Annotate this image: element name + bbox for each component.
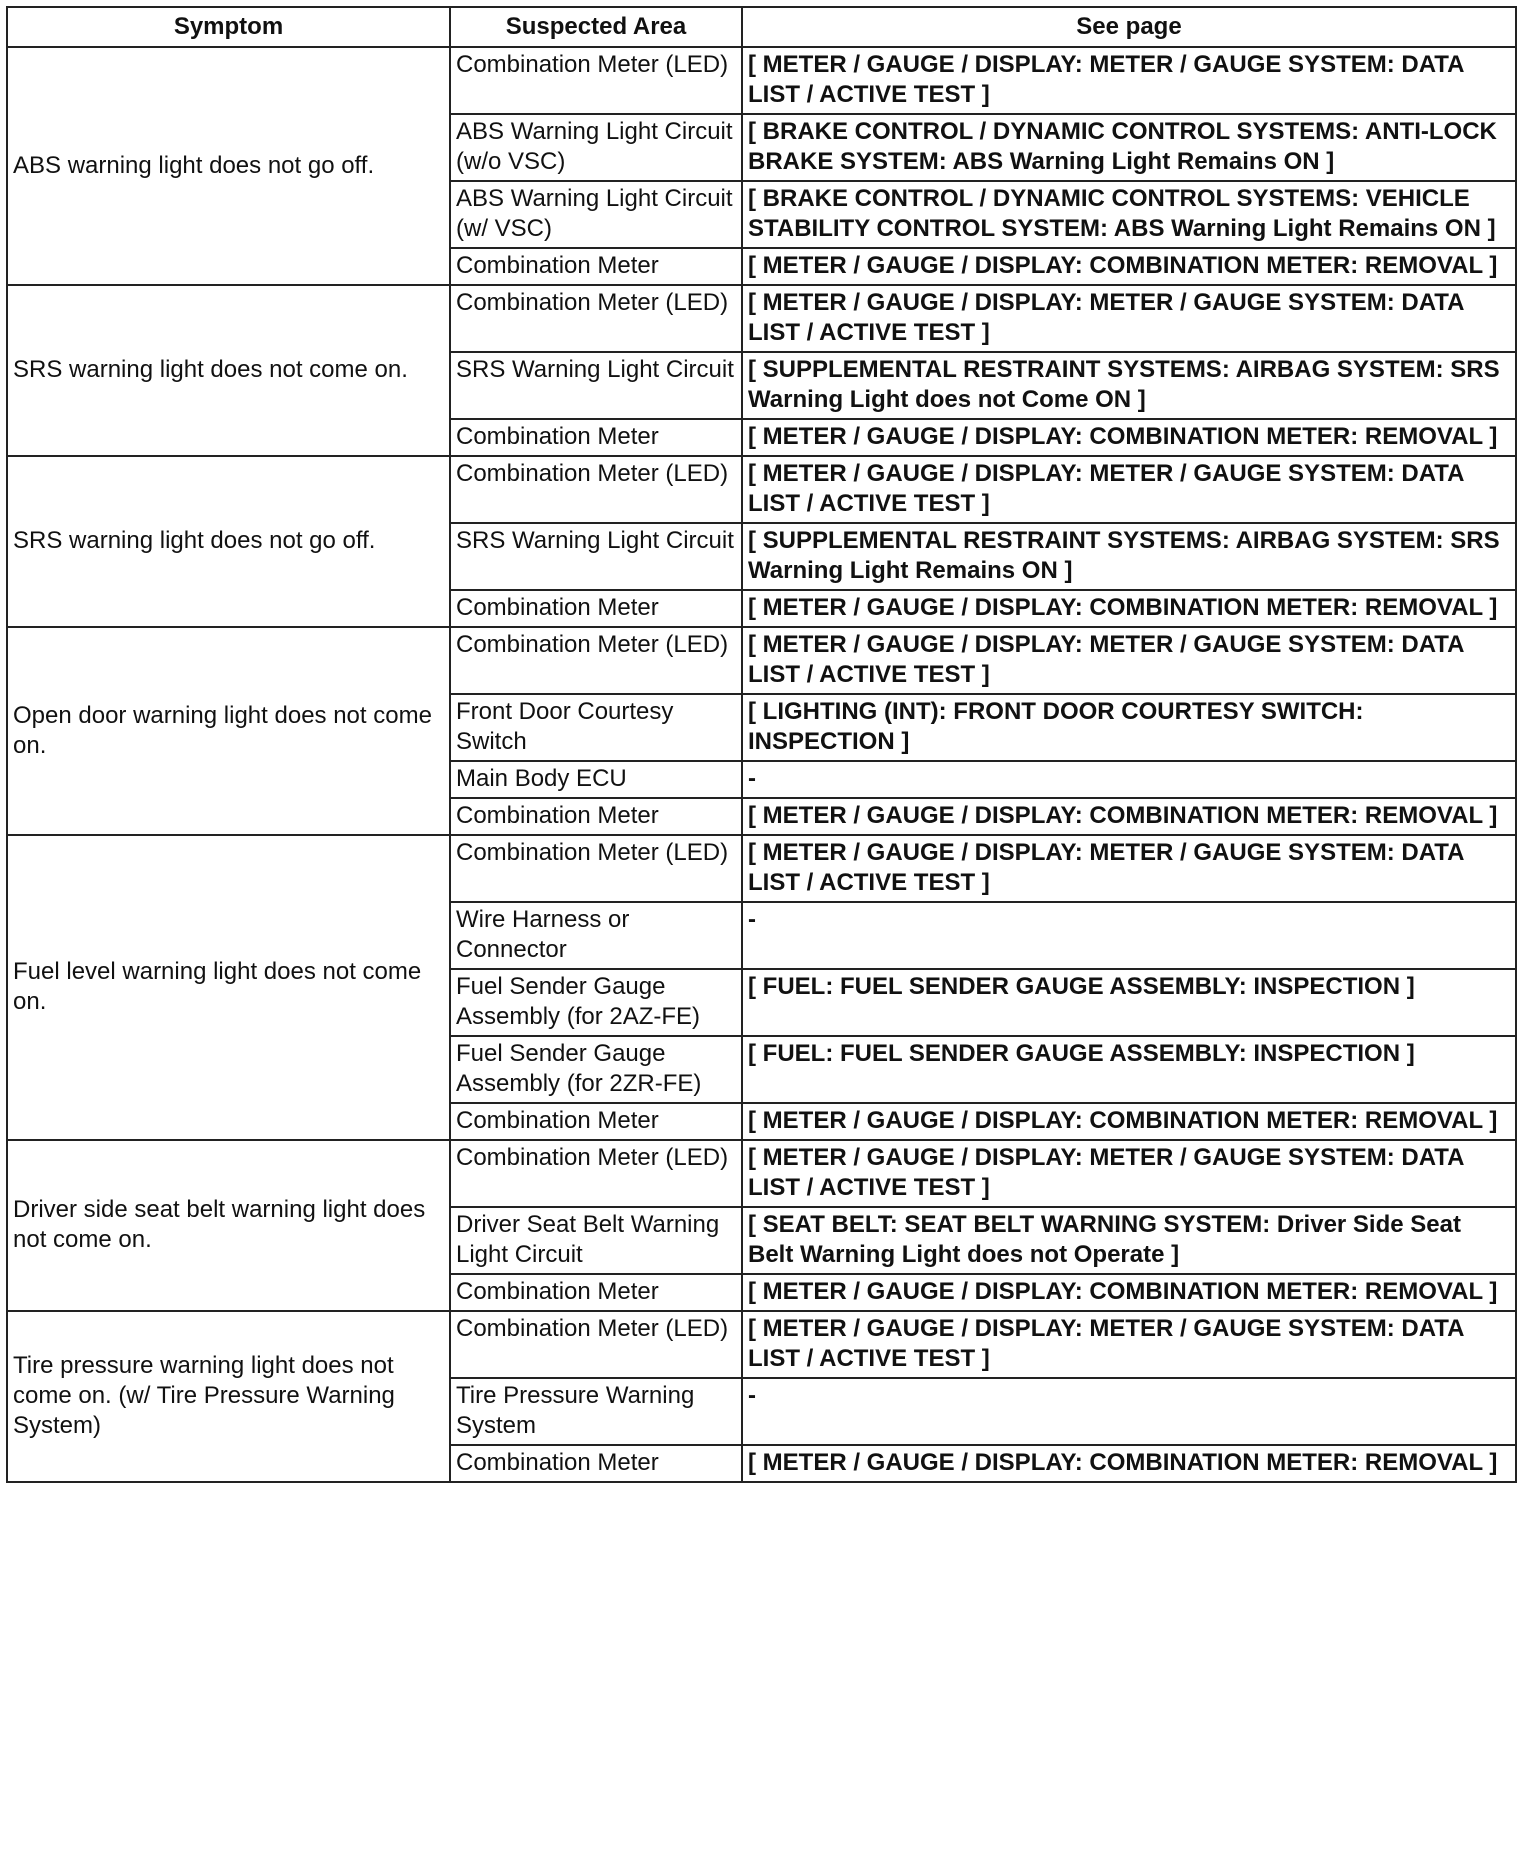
see-page-reference[interactable]: [ METER / GAUGE / DISPLAY: COMBINATION METER: REMOVAL ]: [742, 1445, 1516, 1482]
table-row: [7, 1311, 1516, 1378]
see-page-reference[interactable]: [ METER / GAUGE / DISPLAY: METER / GAUGE SYSTEM: DATA LIST / ACTIVE TEST ]: [742, 456, 1516, 523]
table-row: [7, 285, 1516, 352]
suspected-area-cell: Driver Seat Belt Warning Light Circuit: [450, 1207, 742, 1274]
suspected-area-cell: SRS Warning Light Circuit: [450, 352, 742, 419]
see-page-reference[interactable]: [ METER / GAUGE / DISPLAY: COMBINATION METER: REMOVAL ]: [742, 1103, 1516, 1140]
see-page-reference[interactable]: [ FUEL: FUEL SENDER GAUGE ASSEMBLY: INSPECTION ]: [742, 969, 1516, 1036]
symptom-cell: Tire pressure warning light does not come on. (w/ Tire Pressure Warning System): [7, 1311, 450, 1482]
suspected-area-cell: Tire Pressure Warning System: [450, 1378, 742, 1445]
suspected-area-cell: SRS Warning Light Circuit: [450, 523, 742, 590]
see-page-reference[interactable]: [ METER / GAUGE / DISPLAY: COMBINATION METER: REMOVAL ]: [742, 248, 1516, 285]
see-page-reference[interactable]: -: [742, 902, 1516, 969]
symptom-cell: Driver side seat belt warning light does not come on.: [7, 1140, 450, 1311]
suspected-area-cell: Combination Meter: [450, 419, 742, 456]
see-page-reference[interactable]: [ METER / GAUGE / DISPLAY: METER / GAUGE SYSTEM: DATA LIST / ACTIVE TEST ]: [742, 285, 1516, 352]
table-header: [7, 7, 1516, 47]
symptom-cell: SRS warning light does not go off.: [7, 456, 450, 627]
table-row: [7, 627, 1516, 694]
see-page-reference[interactable]: [ BRAKE CONTROL / DYNAMIC CONTROL SYSTEMS: VEHICLE STABILITY CONTROL SYSTEM: ABS Warning Light Remains ON ]: [742, 181, 1516, 248]
see-page-reference[interactable]: -: [742, 1378, 1516, 1445]
symptom-cell: ABS warning light does not go off.: [7, 47, 450, 285]
see-page-reference[interactable]: [ METER / GAUGE / DISPLAY: METER / GAUGE SYSTEM: DATA LIST / ACTIVE TEST ]: [742, 835, 1516, 902]
suspected-area-cell: Front Door Courtesy Switch: [450, 694, 742, 761]
suspected-area-cell: Combination Meter: [450, 248, 742, 285]
symptom-table: [6, 6, 1517, 1483]
troubleshooting-document: [6, 6, 1515, 1483]
symptom-cell: SRS warning light does not come on.: [7, 285, 450, 456]
header-suspected-area: Suspected Area: [450, 7, 742, 47]
suspected-area-cell: Fuel Sender Gauge Assembly (for 2ZR-FE): [450, 1036, 742, 1103]
suspected-area-cell: ABS Warning Light Circuit (w/ VSC): [450, 181, 742, 248]
suspected-area-cell: Combination Meter (LED): [450, 1140, 742, 1207]
suspected-area-cell: Combination Meter (LED): [450, 456, 742, 523]
see-page-reference[interactable]: -: [742, 761, 1516, 798]
suspected-area-cell: Combination Meter: [450, 1274, 742, 1311]
suspected-area-cell: Wire Harness or Connector: [450, 902, 742, 969]
symptom-cell: Fuel level warning light does not come on.: [7, 835, 450, 1140]
suspected-area-cell: Combination Meter: [450, 590, 742, 627]
see-page-reference[interactable]: [ BRAKE CONTROL / DYNAMIC CONTROL SYSTEMS: ANTI-LOCK BRAKE SYSTEM: ABS Warning Light Remains ON ]: [742, 114, 1516, 181]
suspected-area-cell: Combination Meter (LED): [450, 1311, 742, 1378]
suspected-area-cell: Combination Meter (LED): [450, 835, 742, 902]
suspected-area-cell: Combination Meter: [450, 798, 742, 835]
table-row: [7, 1140, 1516, 1207]
table-body: [7, 47, 1516, 1482]
see-page-reference[interactable]: [ METER / GAUGE / DISPLAY: METER / GAUGE SYSTEM: DATA LIST / ACTIVE TEST ]: [742, 627, 1516, 694]
suspected-area-cell: Combination Meter (LED): [450, 285, 742, 352]
suspected-area-cell: ABS Warning Light Circuit (w/o VSC): [450, 114, 742, 181]
see-page-reference[interactable]: [ FUEL: FUEL SENDER GAUGE ASSEMBLY: INSPECTION ]: [742, 1036, 1516, 1103]
see-page-reference[interactable]: [ SUPPLEMENTAL RESTRAINT SYSTEMS: AIRBAG SYSTEM: SRS Warning Light Remains ON ]: [742, 523, 1516, 590]
see-page-reference[interactable]: [ METER / GAUGE / DISPLAY: METER / GAUGE SYSTEM: DATA LIST / ACTIVE TEST ]: [742, 47, 1516, 114]
see-page-reference[interactable]: [ SEAT BELT: SEAT BELT WARNING SYSTEM: Driver Side Seat Belt Warning Light does not Operate ]: [742, 1207, 1516, 1274]
suspected-area-cell: Combination Meter (LED): [450, 627, 742, 694]
see-page-reference[interactable]: [ LIGHTING (INT): FRONT DOOR COURTESY SWITCH: INSPECTION ]: [742, 694, 1516, 761]
see-page-reference[interactable]: [ SUPPLEMENTAL RESTRAINT SYSTEMS: AIRBAG SYSTEM: SRS Warning Light does not Come ON ]: [742, 352, 1516, 419]
header-see-page: See page: [742, 7, 1516, 47]
see-page-reference[interactable]: [ METER / GAUGE / DISPLAY: COMBINATION METER: REMOVAL ]: [742, 1274, 1516, 1311]
see-page-reference[interactable]: [ METER / GAUGE / DISPLAY: METER / GAUGE SYSTEM: DATA LIST / ACTIVE TEST ]: [742, 1140, 1516, 1207]
see-page-reference[interactable]: [ METER / GAUGE / DISPLAY: COMBINATION METER: REMOVAL ]: [742, 419, 1516, 456]
suspected-area-cell: Main Body ECU: [450, 761, 742, 798]
see-page-reference[interactable]: [ METER / GAUGE / DISPLAY: COMBINATION METER: REMOVAL ]: [742, 798, 1516, 835]
see-page-reference[interactable]: [ METER / GAUGE / DISPLAY: METER / GAUGE SYSTEM: DATA LIST / ACTIVE TEST ]: [742, 1311, 1516, 1378]
table-row: [7, 47, 1516, 114]
table-row: [7, 835, 1516, 902]
header-symptom: Symptom: [7, 7, 450, 47]
symptom-cell: Open door warning light does not come on.: [7, 627, 450, 835]
see-page-reference[interactable]: [ METER / GAUGE / DISPLAY: COMBINATION METER: REMOVAL ]: [742, 590, 1516, 627]
suspected-area-cell: Fuel Sender Gauge Assembly (for 2AZ-FE): [450, 969, 742, 1036]
suspected-area-cell: Combination Meter (LED): [450, 47, 742, 114]
suspected-area-cell: Combination Meter: [450, 1445, 742, 1482]
table-row: [7, 456, 1516, 523]
header-row: [7, 7, 1516, 47]
suspected-area-cell: Combination Meter: [450, 1103, 742, 1140]
